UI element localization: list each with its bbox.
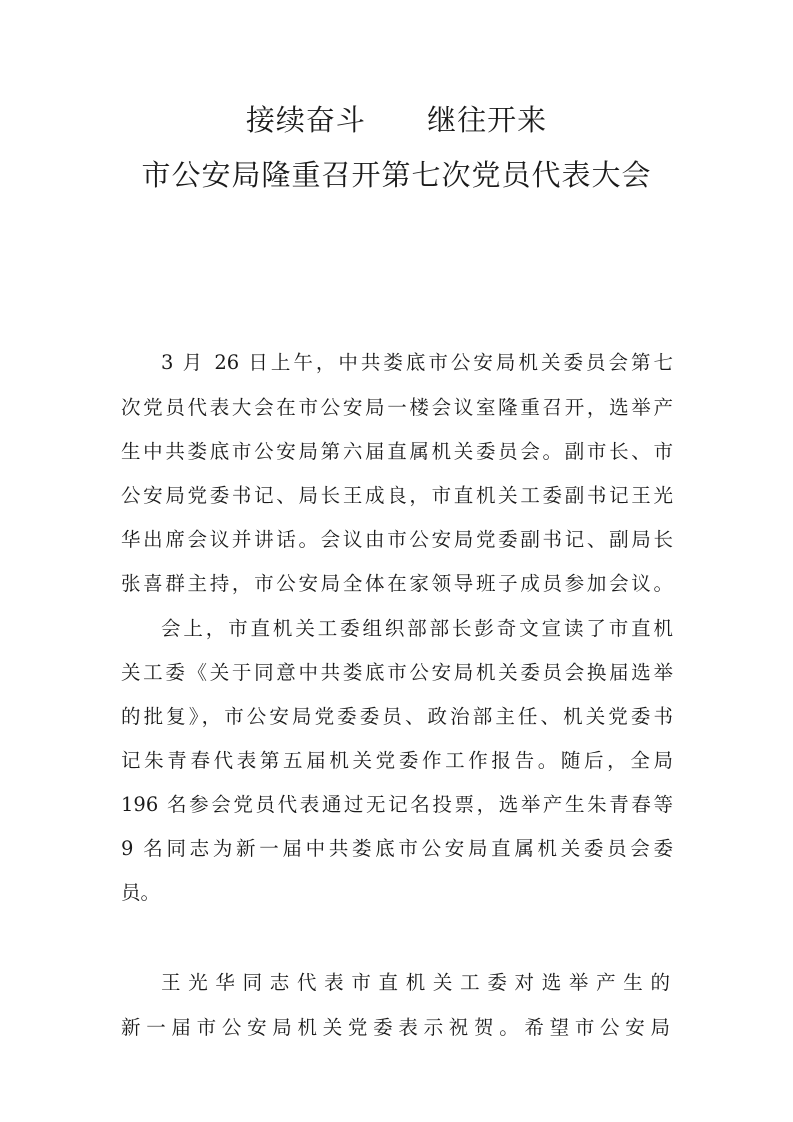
paragraph-2-line-3: 的批复》，市公安局党委委员、政治部主任、机关党委书	[121, 705, 673, 728]
paragraph-3-line-2: 新一届市公安局机关党委表示祝贺。希望市公安局	[121, 1016, 673, 1039]
paragraph-1-line-2: 次党员代表大会在市公安局一楼会议室隆重召开，选举产	[121, 396, 673, 419]
paragraph-1-line-3: 生中共娄底市公安局第六届直属机关委员会。副市长、市	[121, 440, 673, 463]
paragraph-1-line-4: 公安局党委书记、局长王成良，市直机关工委副书记王光	[121, 484, 673, 507]
paragraph-1-line-1: 3 月 26 日上午，中共娄底市公安局机关委员会第七	[161, 351, 673, 374]
document-title-line-2: 市公安局隆重召开第七次党员代表大会	[141, 158, 652, 192]
paragraph-2-line-6: 9 名同志为新一届中共娄底市公安局直属机关委员会委	[121, 837, 673, 860]
paragraph-3-line-1: 王光华同志代表市直机关工委对选举产生的	[161, 971, 673, 994]
paragraph-2-line-5: 196 名参会党员代表通过无记名投票，选举产生朱青春等	[121, 793, 673, 816]
paragraph-1-line-6: 张喜群主持，市公安局全体在家领导班子成员参加会议。	[121, 572, 673, 595]
paragraph-2-line-1: 会上，市直机关工委组织部部长彭奇文宣读了市直机	[161, 617, 673, 640]
document-title-line-1: 接续奋斗 继往开来	[245, 103, 548, 137]
paragraph-2-line-2: 关工委《关于同意中共娄底市公安局机关委员会换届选举	[121, 661, 673, 684]
paragraph-2-line-7: 员。	[121, 881, 161, 904]
paragraph-1-line-5: 华出席会议并讲话。会议由市公安局党委副书记、副局长	[121, 528, 673, 551]
paragraph-2-line-4: 记朱青春代表第五届机关党委作工作报告。随后，全局	[121, 749, 673, 772]
